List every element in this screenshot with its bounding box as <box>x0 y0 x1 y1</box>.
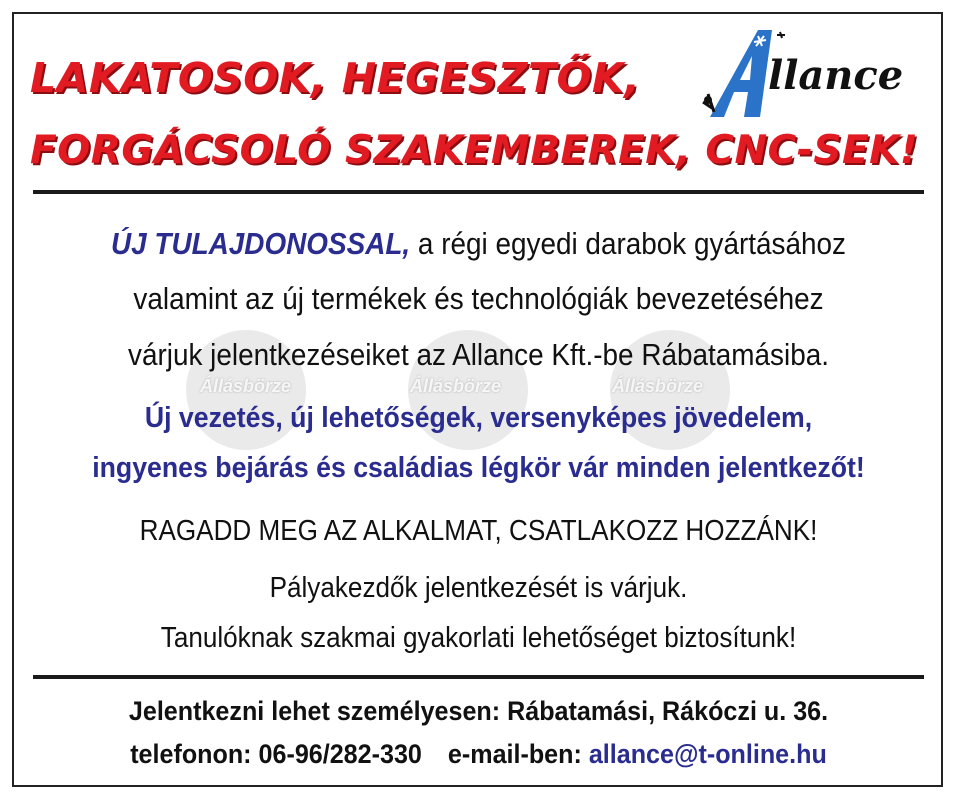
headline-line-2: FORGÁCSOLÓ SZAKEMBEREK, CNC-SEK! <box>30 128 919 173</box>
contact-email-label: e-mail-ben: <box>447 739 589 769</box>
divider-top <box>33 190 924 194</box>
notes-line-2: Tanulóknak szakmai gyakorlati lehetőséget biztosítunk! <box>160 622 797 654</box>
benefits-line-1: Új vezetés, új lehetőségek, versenyképes jövedelem, <box>144 402 813 434</box>
headline-line-1: LAKATOSOK, HEGESZTŐK, <box>30 54 641 102</box>
intro-lead: ÚJ TULAJDONOSSAL, <box>110 226 411 261</box>
intro-line-3: várjuk jelentkezéseiket az Allance Kft.-be Rábatamásiba. <box>128 337 829 372</box>
intro-line-1-rest: a régi egyedi darabok gyártásához <box>410 226 847 261</box>
call-to-action: RAGADD MEG AZ ALKALMAT, CSATLAKOZZ HOZZÁNK! <box>139 515 818 547</box>
intro-line-2: valamint az új termékek és technológiák bevezetéséhez <box>133 281 824 316</box>
divider-bottom <box>33 675 924 679</box>
watermark-label: Állásbörze <box>612 376 704 396</box>
contact-address: Jelentkezni lehet személyesen: Rábatamási, Rákóczi u. 36. <box>128 696 829 726</box>
benefits-line-2: ingyenes bejárás és családias légkör vár minden jelentkezőt! <box>92 452 865 484</box>
notes-line-1: Pályakezdők jelentkezését is várjuk. <box>269 572 688 604</box>
contact-line-2 <box>33 739 923 770</box>
logo-wordmark: llance <box>768 52 904 99</box>
intro-line-1 <box>48 226 909 262</box>
contact-email-link[interactable]: allance@t-online.hu <box>588 739 827 769</box>
watermark-label: Állásbörze <box>200 376 292 396</box>
contact-phone: telefonon: 06-96/282-330 <box>130 739 422 769</box>
watermark-label: Állásbörze <box>410 376 502 396</box>
